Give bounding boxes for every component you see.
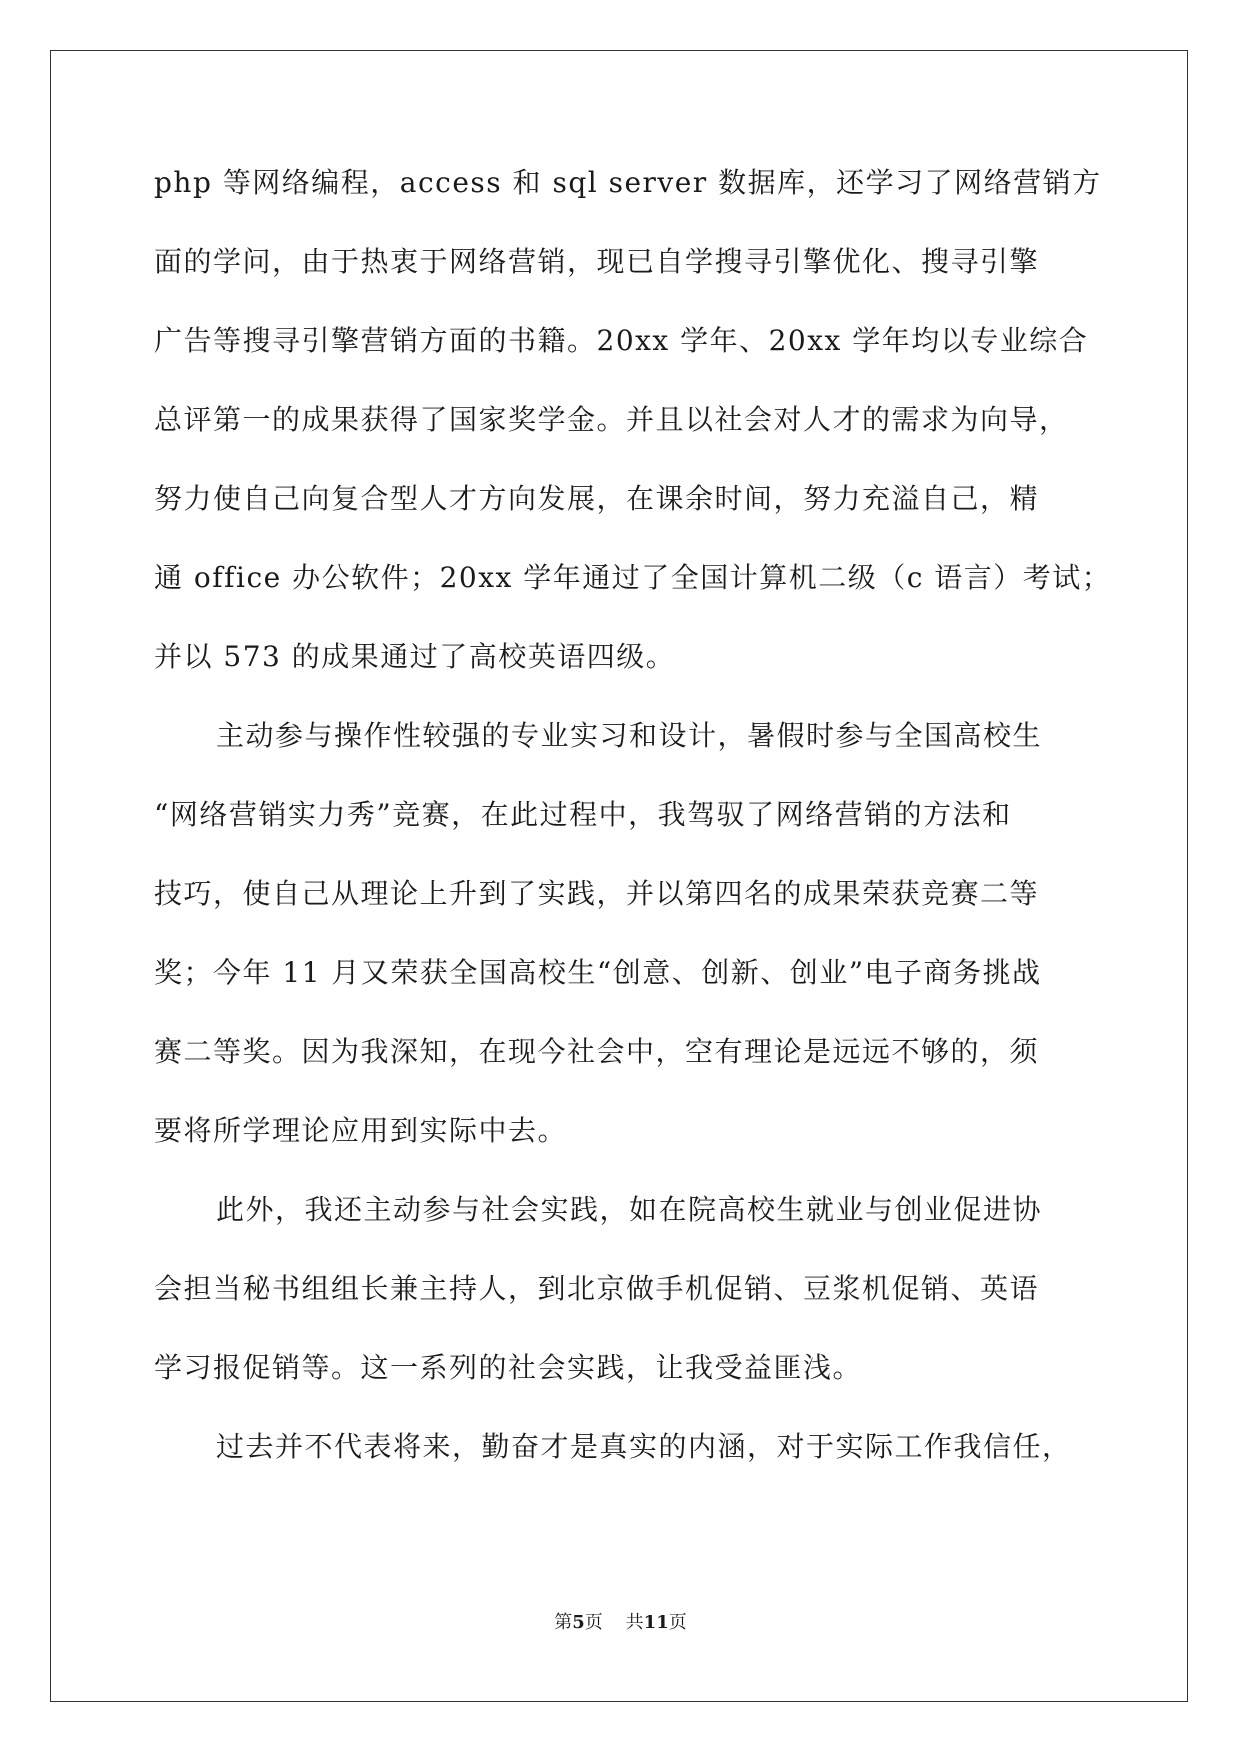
paragraph-first-line: 此外，我还主动参与社会实践，如在院高校生就业与创业促进协 xyxy=(216,1193,1043,1226)
text-line: 赛二等奖。因为我深知，在现今社会中，空有理论是远远不够的，须 xyxy=(154,1035,1040,1068)
footer-prefix: 第 xyxy=(554,1612,573,1633)
footer-total-word: 页 xyxy=(668,1612,687,1633)
current-page-number: 5 xyxy=(572,1612,585,1633)
page-number-footer xyxy=(0,1611,1241,1635)
footer-total-prefix: 共 xyxy=(625,1612,644,1633)
text-line: 努力使自己向复合型人才方向发展，在课余时间，努力充溢自己，精 xyxy=(154,482,1040,515)
text-line: 总评第一的成果获得了国家奖学金。并且以社会对人才的需求为向导， xyxy=(154,403,1069,436)
paragraph-first-line: 过去并不代表将来，勤奋才是真实的内涵，对于实际工作我信任， xyxy=(216,1430,1072,1463)
footer-page-word: 页 xyxy=(584,1612,603,1633)
text-line: 并以 573 的成果通过了高校英语四级。 xyxy=(154,640,676,673)
text-line: 要将所学理论应用到实际中去。 xyxy=(154,1114,568,1147)
text-line: 面的学问，由于热衷于网络营销，现已自学搜寻引擎优化、搜寻引擎 xyxy=(154,245,1040,278)
total-page-count: 11 xyxy=(643,1612,669,1633)
text-line: 通 office 办公软件；20xx 学年通过了全国计算机二级（c 语言）考试； xyxy=(154,561,1112,594)
text-line: “网络营销实力秀”竞赛，在此过程中，我驾驭了网络营销的方法和 xyxy=(154,798,1012,831)
text-line: 广告等搜寻引擎营销方面的书籍。20xx 学年、20xx 学年均以专业综合 xyxy=(154,324,1089,357)
text-line: 学习报促销等。这一系列的社会实践，让我受益匪浅。 xyxy=(154,1351,863,1384)
body-text xyxy=(154,163,1112,1506)
text-line: 会担当秘书组组长兼主持人，到北京做手机促销、豆浆机促销、英语 xyxy=(154,1272,1040,1305)
text-line: 技巧，使自己从理论上升到了实践，并以第四名的成果荣获竞赛二等 xyxy=(154,877,1040,910)
text-line: php 等网络编程，access 和 sql server 数据库，还学习了网络营销方 xyxy=(154,166,1102,199)
paragraph-first-line: 主动参与操作性较强的专业实习和设计，暑假时参与全国高校生 xyxy=(216,719,1043,752)
text-line: 奖；今年 11 月又荣获全国高校生“创意、创新、创业”电子商务挑战 xyxy=(154,956,1042,989)
